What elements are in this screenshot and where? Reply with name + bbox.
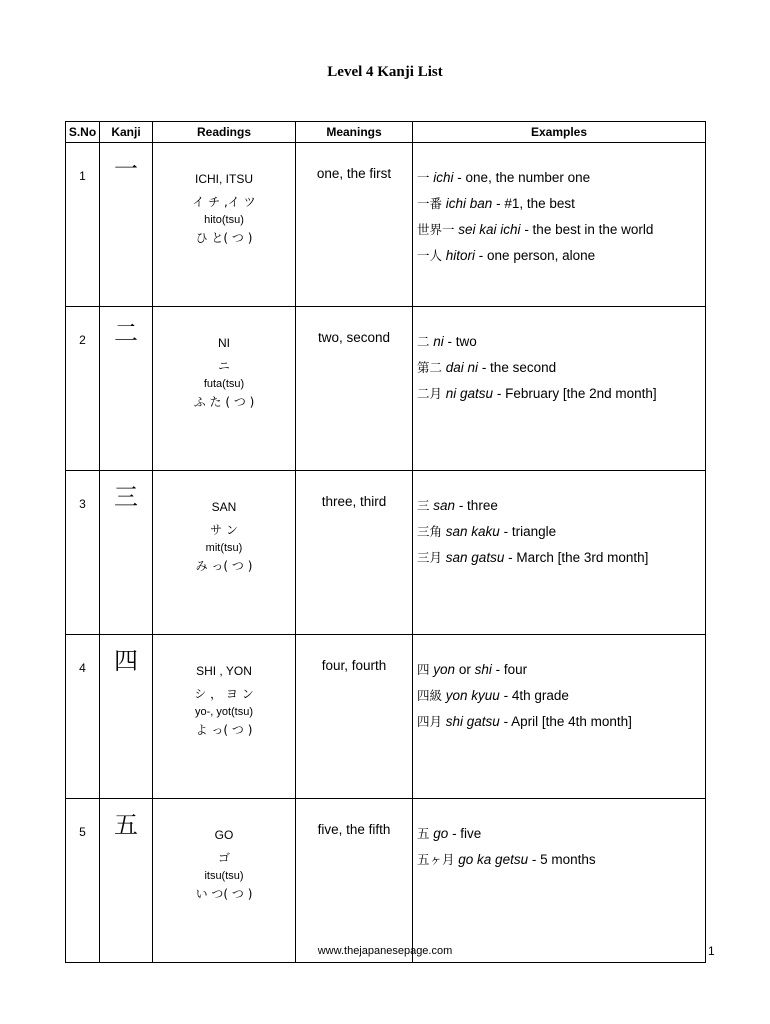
example-line: [417, 683, 705, 709]
meaning-cell: two, second: [296, 307, 413, 471]
header-kanji: Kanji: [100, 122, 153, 143]
example-kanji: 一人: [417, 248, 443, 263]
kanji-character: 一: [100, 143, 153, 307]
table-row: [66, 799, 706, 963]
page-number: 1: [708, 944, 715, 958]
example-line: [417, 381, 705, 407]
example-reading: dai ni: [445, 360, 479, 375]
table-header-row: [66, 122, 706, 143]
on-reading-romaji: SAN: [211, 500, 237, 514]
example-kanji: 五ヶ月: [417, 852, 455, 867]
kun-reading-romaji: itsu(tsu): [204, 870, 244, 882]
kun-reading-romaji: yo-, yot(tsu): [194, 706, 254, 718]
row-number: 1: [66, 143, 100, 307]
readings-cell: [153, 143, 296, 307]
example-meaning: - the best in the world: [520, 222, 654, 237]
example-line: [417, 355, 705, 381]
header-examples: Examples: [413, 122, 706, 143]
example-reading: san gatsu: [445, 550, 505, 565]
row-number: 3: [66, 471, 100, 635]
kun-reading-kana: み っ( つ ): [195, 559, 253, 573]
example-line: [417, 217, 705, 243]
example-reading: yon kyuu: [445, 688, 500, 703]
example-kanji: 五: [417, 826, 430, 841]
example-meaning: - triangle: [499, 524, 557, 539]
examples-cell: [413, 799, 706, 963]
example-reading: yon: [433, 662, 456, 677]
example-line: [417, 191, 705, 217]
on-reading-kana: ゴ: [217, 851, 230, 865]
readings-cell: [153, 635, 296, 799]
kanji-character: 二: [100, 307, 153, 471]
example-line: [417, 493, 705, 519]
page-title: Level 4 Kanji List: [327, 64, 443, 80]
example-kanji: 三角: [417, 524, 443, 539]
examples-cell: [413, 307, 706, 471]
examples-cell: [413, 143, 706, 307]
example-line: [417, 709, 705, 735]
meaning-cell: three, third: [296, 471, 413, 635]
example-kanji: 三月: [417, 550, 443, 565]
header-sno: S.No: [66, 122, 100, 143]
readings-cell: [153, 307, 296, 471]
on-reading-romaji: GO: [214, 828, 234, 842]
kanji-character: 三: [100, 471, 153, 635]
example-meaning: - February [the 2nd month]: [493, 386, 657, 401]
example-line: [417, 519, 705, 545]
example-kanji: 三: [417, 498, 430, 513]
table-row: [66, 471, 706, 635]
example-reading: ni: [433, 334, 444, 349]
kun-reading-kana: い つ( つ ): [195, 887, 253, 901]
example-line: [417, 243, 705, 269]
example-meaning-alt: - four: [491, 662, 528, 677]
example-kanji: 二月: [417, 386, 443, 401]
kanji-table: [65, 121, 706, 963]
example-line: [417, 545, 705, 571]
footer-url: www.thejapanesepage.com: [317, 945, 453, 957]
examples-cell: [413, 635, 706, 799]
table-row: [66, 307, 706, 471]
kun-reading-kana: ふ た ( つ ): [193, 395, 255, 409]
example-meaning: - one person, alone: [475, 248, 596, 263]
example-kanji: 第二: [417, 360, 443, 375]
example-meaning: - five: [448, 826, 482, 841]
header-meanings: Meanings: [296, 122, 413, 143]
kanji-character: 四: [100, 635, 153, 799]
example-meaning: - one, the number one: [453, 170, 591, 185]
example-kanji: 二: [417, 334, 430, 349]
example-line: [417, 165, 705, 191]
example-reading: shi gatsu: [445, 714, 500, 729]
example-line: [417, 657, 705, 683]
readings-cell: [153, 799, 296, 963]
table-row: [66, 635, 706, 799]
example-kanji: 一番: [417, 196, 443, 211]
example-reading-alt: shi: [474, 662, 492, 677]
row-number: 2: [66, 307, 100, 471]
example-kanji: 四月: [417, 714, 443, 729]
example-reading: ni gatsu: [445, 386, 494, 401]
example-meaning: - April [the 4th month]: [499, 714, 632, 729]
example-reading: go: [433, 826, 449, 841]
table-row: [66, 143, 706, 307]
example-kanji: 一: [417, 170, 430, 185]
example-meaning: - three: [455, 498, 498, 513]
example-meaning: - two: [443, 334, 477, 349]
row-number: 5: [66, 799, 100, 963]
kun-reading-kana: ひ と( つ ): [195, 231, 253, 245]
kun-reading-kana: よ っ( つ ): [195, 723, 253, 737]
example-meaning: - the second: [478, 360, 557, 375]
header-readings: Readings: [153, 122, 296, 143]
examples-cell: [413, 471, 706, 635]
example-meaning: - March [the 3rd month]: [504, 550, 649, 565]
kun-reading-romaji: futa(tsu): [203, 378, 245, 390]
example-line: [417, 821, 705, 847]
example-reading: ichi ban: [445, 196, 493, 211]
meaning-cell: five, the fifth: [296, 799, 413, 963]
example-meaning: - #1, the best: [492, 196, 575, 211]
on-reading-romaji: NI: [218, 336, 230, 350]
example-reading: go ka getsu: [458, 852, 529, 867]
kun-reading-romaji: hito(tsu): [204, 214, 244, 226]
on-reading-kana: ニ: [217, 359, 230, 373]
example-kanji: 世界一: [417, 222, 455, 237]
example-meaning: - 4th grade: [499, 688, 569, 703]
example-line: [417, 847, 705, 873]
example-meaning: - 5 months: [528, 852, 596, 867]
example-reading: sei kai ichi: [458, 222, 521, 237]
on-reading-kana: イ チ ,イ ツ: [192, 195, 256, 209]
example-kanji: 四級: [417, 688, 443, 703]
kanji-character: 五: [100, 799, 153, 963]
on-reading-romaji: SHI , YON: [196, 664, 252, 678]
example-reading: san kaku: [445, 524, 500, 539]
on-reading-kana: シ ， ヨ ン: [194, 687, 254, 701]
meaning-cell: one, the first: [296, 143, 413, 307]
meaning-cell: four, fourth: [296, 635, 413, 799]
example-reading: ichi: [433, 170, 454, 185]
example-reading: san: [433, 498, 456, 513]
example-reading: hitori: [445, 248, 476, 263]
readings-cell: [153, 471, 296, 635]
example-kanji: 四: [417, 662, 430, 677]
example-meaning: or: [455, 662, 475, 677]
kun-reading-romaji: mit(tsu): [205, 542, 243, 554]
on-reading-romaji: ICHI, ITSU: [194, 172, 253, 186]
on-reading-kana: サ ン: [210, 523, 238, 537]
example-line: [417, 329, 705, 355]
row-number: 4: [66, 635, 100, 799]
